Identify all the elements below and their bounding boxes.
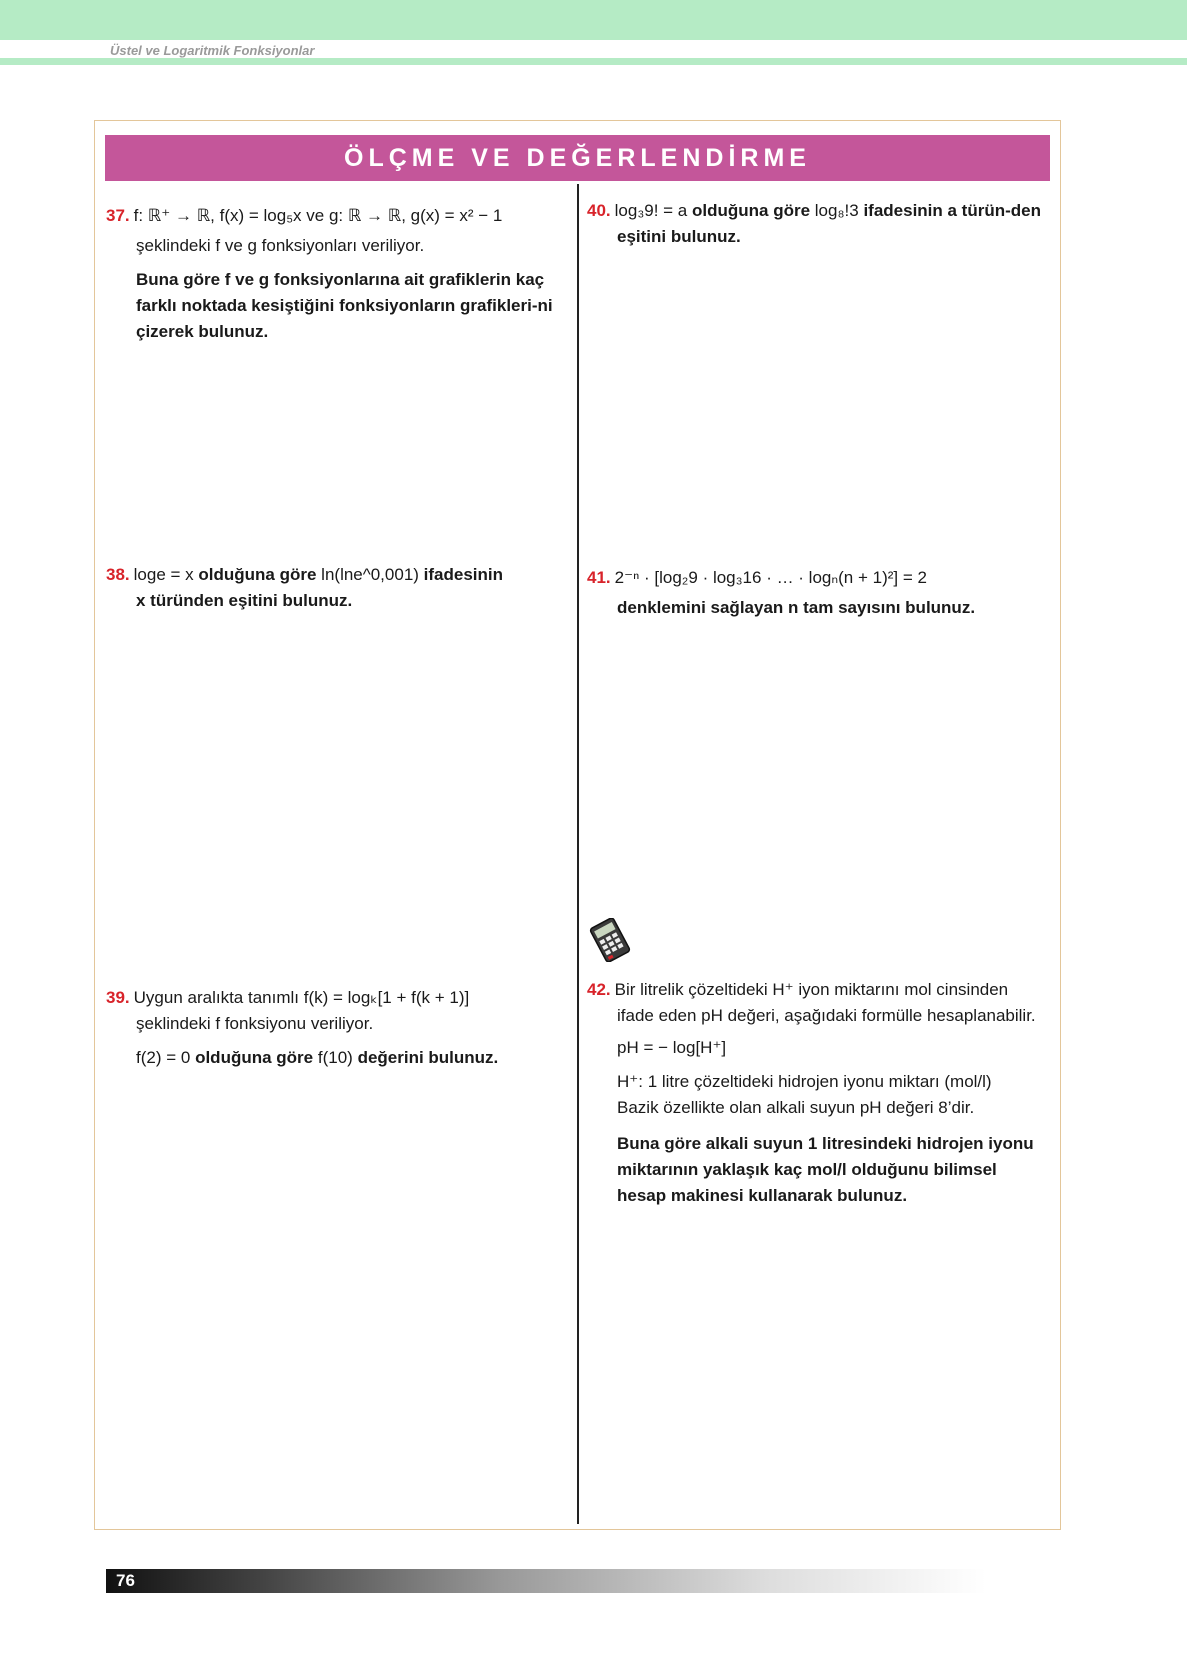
q39-connector: olduğuna göre xyxy=(195,1048,314,1067)
question-number: 41. xyxy=(587,568,611,587)
top-color-band xyxy=(0,0,1187,40)
q39-target: f(10) xyxy=(317,1048,353,1067)
q37-question: Buna göre f ve g fonksiyonlarına ait grafiklerin kaç farklı noktada kesiştiğini fonksiyonların grafikleri-ni çizerek bulunuz. xyxy=(136,270,553,341)
q39-formula: f(k) = logₖ[1 + f(k + 1)] xyxy=(303,988,470,1007)
question-number: 38. xyxy=(106,565,130,584)
chapter-subject: Üstel ve Logaritmik Fonksiyonlar xyxy=(110,43,315,58)
footer-bar xyxy=(106,1569,986,1593)
q42-note: Bazik özellikte olan alkali suyun pH değeri 8’dir. xyxy=(617,1098,975,1117)
q42-formula: pH = − log[H⁺] xyxy=(617,1038,727,1057)
question-41 xyxy=(587,565,1047,621)
q38-tail: ifadesinin xyxy=(423,565,504,584)
q42-definition: H⁺: 1 litre çözeltideki hidrojen iyonu miktarı (mol/l) xyxy=(617,1072,992,1091)
q39-condition: f(2) = 0 xyxy=(136,1048,191,1067)
page-number: 76 xyxy=(116,1571,135,1590)
question-42 xyxy=(587,977,1047,1209)
q39-question-line xyxy=(106,1045,576,1071)
q41-question: denklemini sağlayan n tam sayısını bulunuz. xyxy=(617,598,976,617)
question-39 xyxy=(106,985,576,1071)
q38-formula-line xyxy=(106,562,576,588)
q41-formula-line xyxy=(587,565,1047,591)
q38-formula: loge = x xyxy=(133,565,194,584)
q39-lead: Uygun aralıkta tanımlı xyxy=(133,988,299,1007)
column-divider xyxy=(577,184,579,1524)
q39-formula-line xyxy=(106,985,576,1011)
question-number: 37. xyxy=(106,206,130,225)
question-38 xyxy=(106,562,576,614)
q40-connector: olduğuna göre xyxy=(692,201,811,220)
q37-given: şeklindeki f ve g fonksiyonları veriliyor. xyxy=(136,236,425,255)
q37-formula: f: ℝ⁺ → ℝ, f(x) = log₅x ve g: ℝ → ℝ, g(x) = x² − 1 xyxy=(133,206,503,225)
q40-question: ifadesinin a türün-den eşitini bulunuz. xyxy=(617,201,1041,246)
question-number: 42. xyxy=(587,980,611,999)
q38-expression: ln(lne^0,001) xyxy=(321,565,419,584)
calculator-icon xyxy=(589,918,631,962)
q40-formula: log₃9! = a xyxy=(614,201,688,220)
question-40 xyxy=(587,198,1047,250)
top-rule xyxy=(0,58,1187,65)
q38-connector: olduğuna göre xyxy=(198,565,317,584)
q40-expression: log₈!3 xyxy=(814,201,859,220)
q42-intro xyxy=(587,977,1047,1029)
q40-body xyxy=(587,198,1047,250)
q42-question: Buna göre alkali suyun 1 litresindeki hidrojen iyonu miktarının yaklaşık kaç mol/l olduğunu bilimsel hesap makinesi kullanarak bulunuz. xyxy=(617,1134,1034,1205)
q39-given: şeklindeki f fonksiyonu veriliyor. xyxy=(136,1014,374,1033)
question-37 xyxy=(106,203,576,345)
q38-question: x türünden eşitini bulunuz. xyxy=(136,591,353,610)
q41-formula: 2⁻ⁿ · [log₂9 · log₃16 · … · logₙ(n + 1)²] = 2 xyxy=(614,568,927,587)
q42-intro-text: Bir litrelik çözeltideki H⁺ iyon miktarını mol cinsinden ifade eden pH değeri, aşağıdaki formülle hesaplanabilir. xyxy=(614,980,1036,1025)
q39-tail: değerini bulunuz. xyxy=(357,1048,499,1067)
question-number: 40. xyxy=(587,201,611,220)
q37-formula-line xyxy=(106,203,576,229)
question-number: 39. xyxy=(106,988,130,1007)
section-title: ÖLÇME VE DEĞERLENDİRME xyxy=(105,135,1050,181)
